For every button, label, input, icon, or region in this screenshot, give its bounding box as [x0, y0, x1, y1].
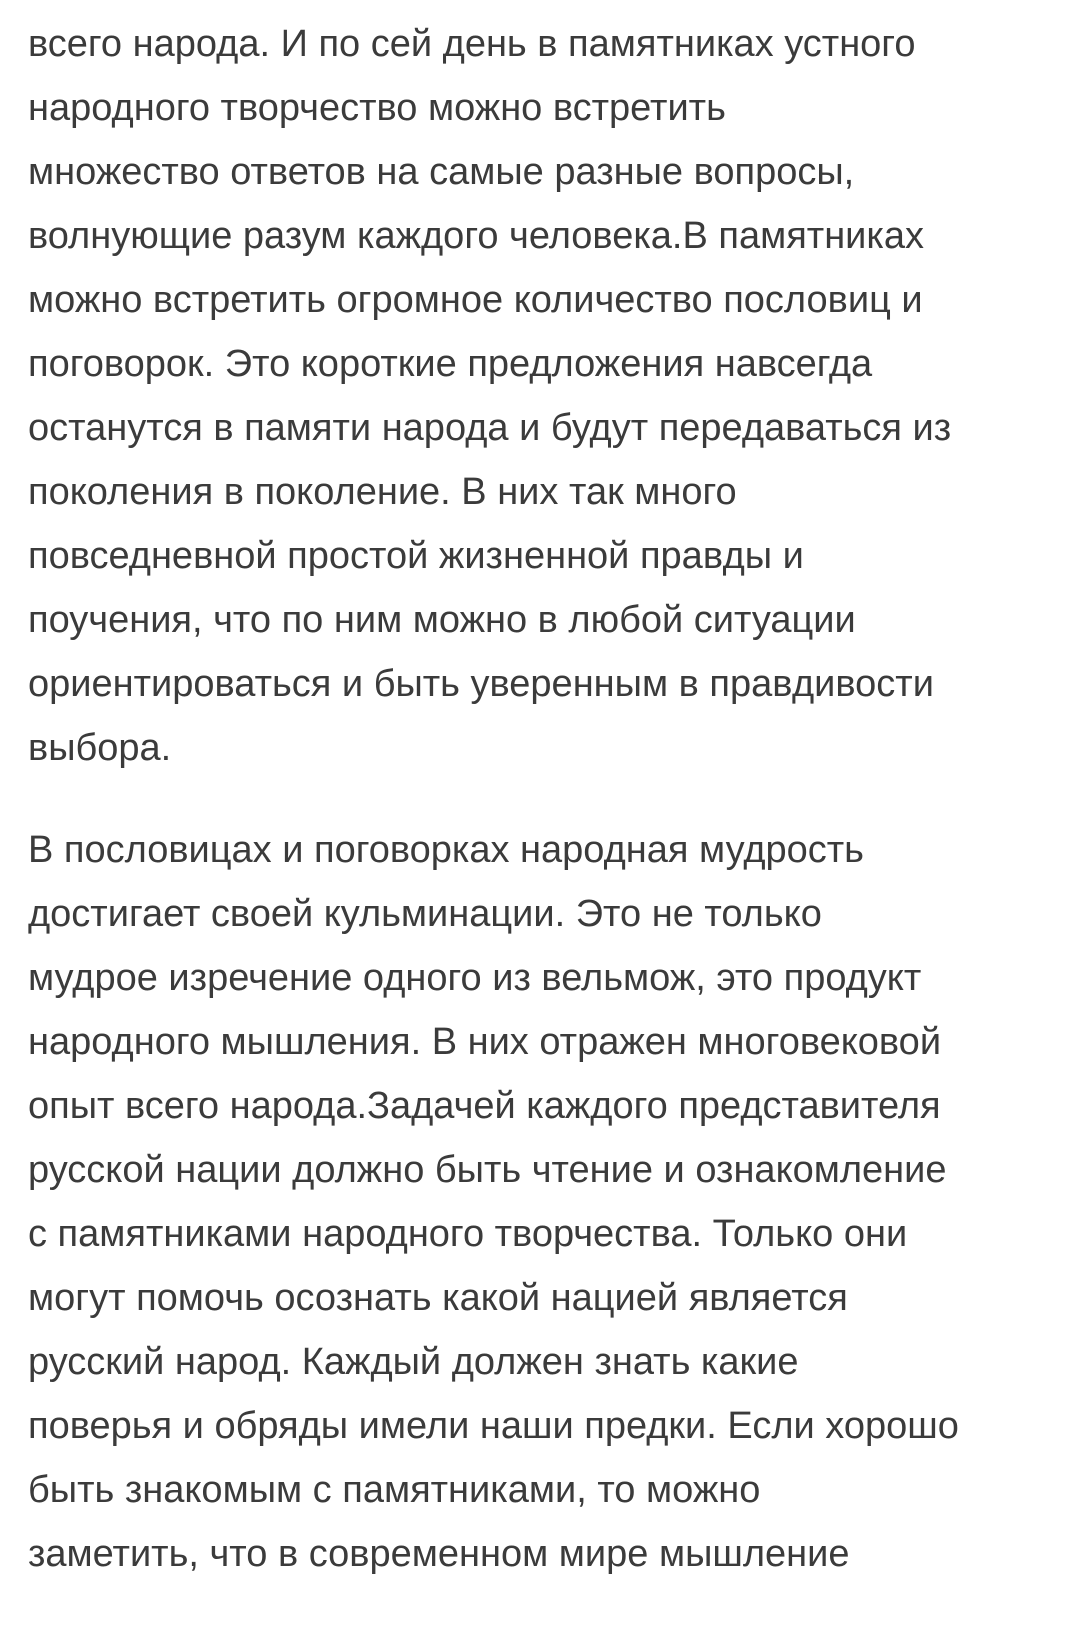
text-line: народного творчество можно встретить	[28, 87, 726, 129]
text-line: поверья и обряды имели наши предки. Если хорошо	[28, 1405, 959, 1447]
text-line: быть знакомым с памятниками, то можно	[28, 1469, 761, 1511]
text-line: достигает своей кульминации. Это не только	[28, 893, 822, 935]
text-line: В пословицах и поговорках народная мудрость	[28, 829, 864, 871]
text-line: заметить, что в современном мире мышление	[28, 1533, 850, 1575]
text-line: всего народа. И по сей день в памятниках устного	[28, 23, 916, 65]
text-line: выбора.	[28, 727, 172, 769]
paragraph-2	[28, 818, 1048, 1586]
text-line: можно встретить огромное количество пословиц и	[28, 279, 923, 321]
text-line: опыт всего народа.Задачей каждого представителя	[28, 1085, 941, 1127]
text-line: русский народ. Каждый должен знать какие	[28, 1341, 799, 1383]
text-line: волнующие разум каждого человека.В памятниках	[28, 215, 925, 257]
text-line: повседневной простой жизненной правды и	[28, 535, 804, 577]
text-line: множество ответов на самые разные вопросы,	[28, 151, 855, 193]
paragraph-1	[28, 0, 1048, 780]
text-line: мудрое изречение одного из вельмож, это продукт	[28, 957, 922, 999]
text-line: русской нации должно быть чтение и ознакомление	[28, 1149, 947, 1191]
text-line: поговорок. Это короткие предложения навсегда	[28, 343, 873, 385]
text-line	[28, 0, 1048, 12]
text-line: с памятниками народного творчества. Только они	[28, 1213, 908, 1255]
article-text	[28, 0, 1048, 1586]
text-line: останутся в памяти народа и будут передаваться из	[28, 407, 952, 449]
text-line: поучения, что по ним можно в любой ситуации	[28, 599, 856, 641]
text-line: могут помочь осознать какой нацией является	[28, 1277, 848, 1319]
text-line: ориентироваться и быть уверенным в правдивости	[28, 663, 934, 705]
text-line: поколения в поколение. В них так много	[28, 471, 737, 513]
text-line: народного мышления. В них отражен многовековой	[28, 1021, 942, 1063]
paragraph-spacer	[28, 780, 1048, 818]
